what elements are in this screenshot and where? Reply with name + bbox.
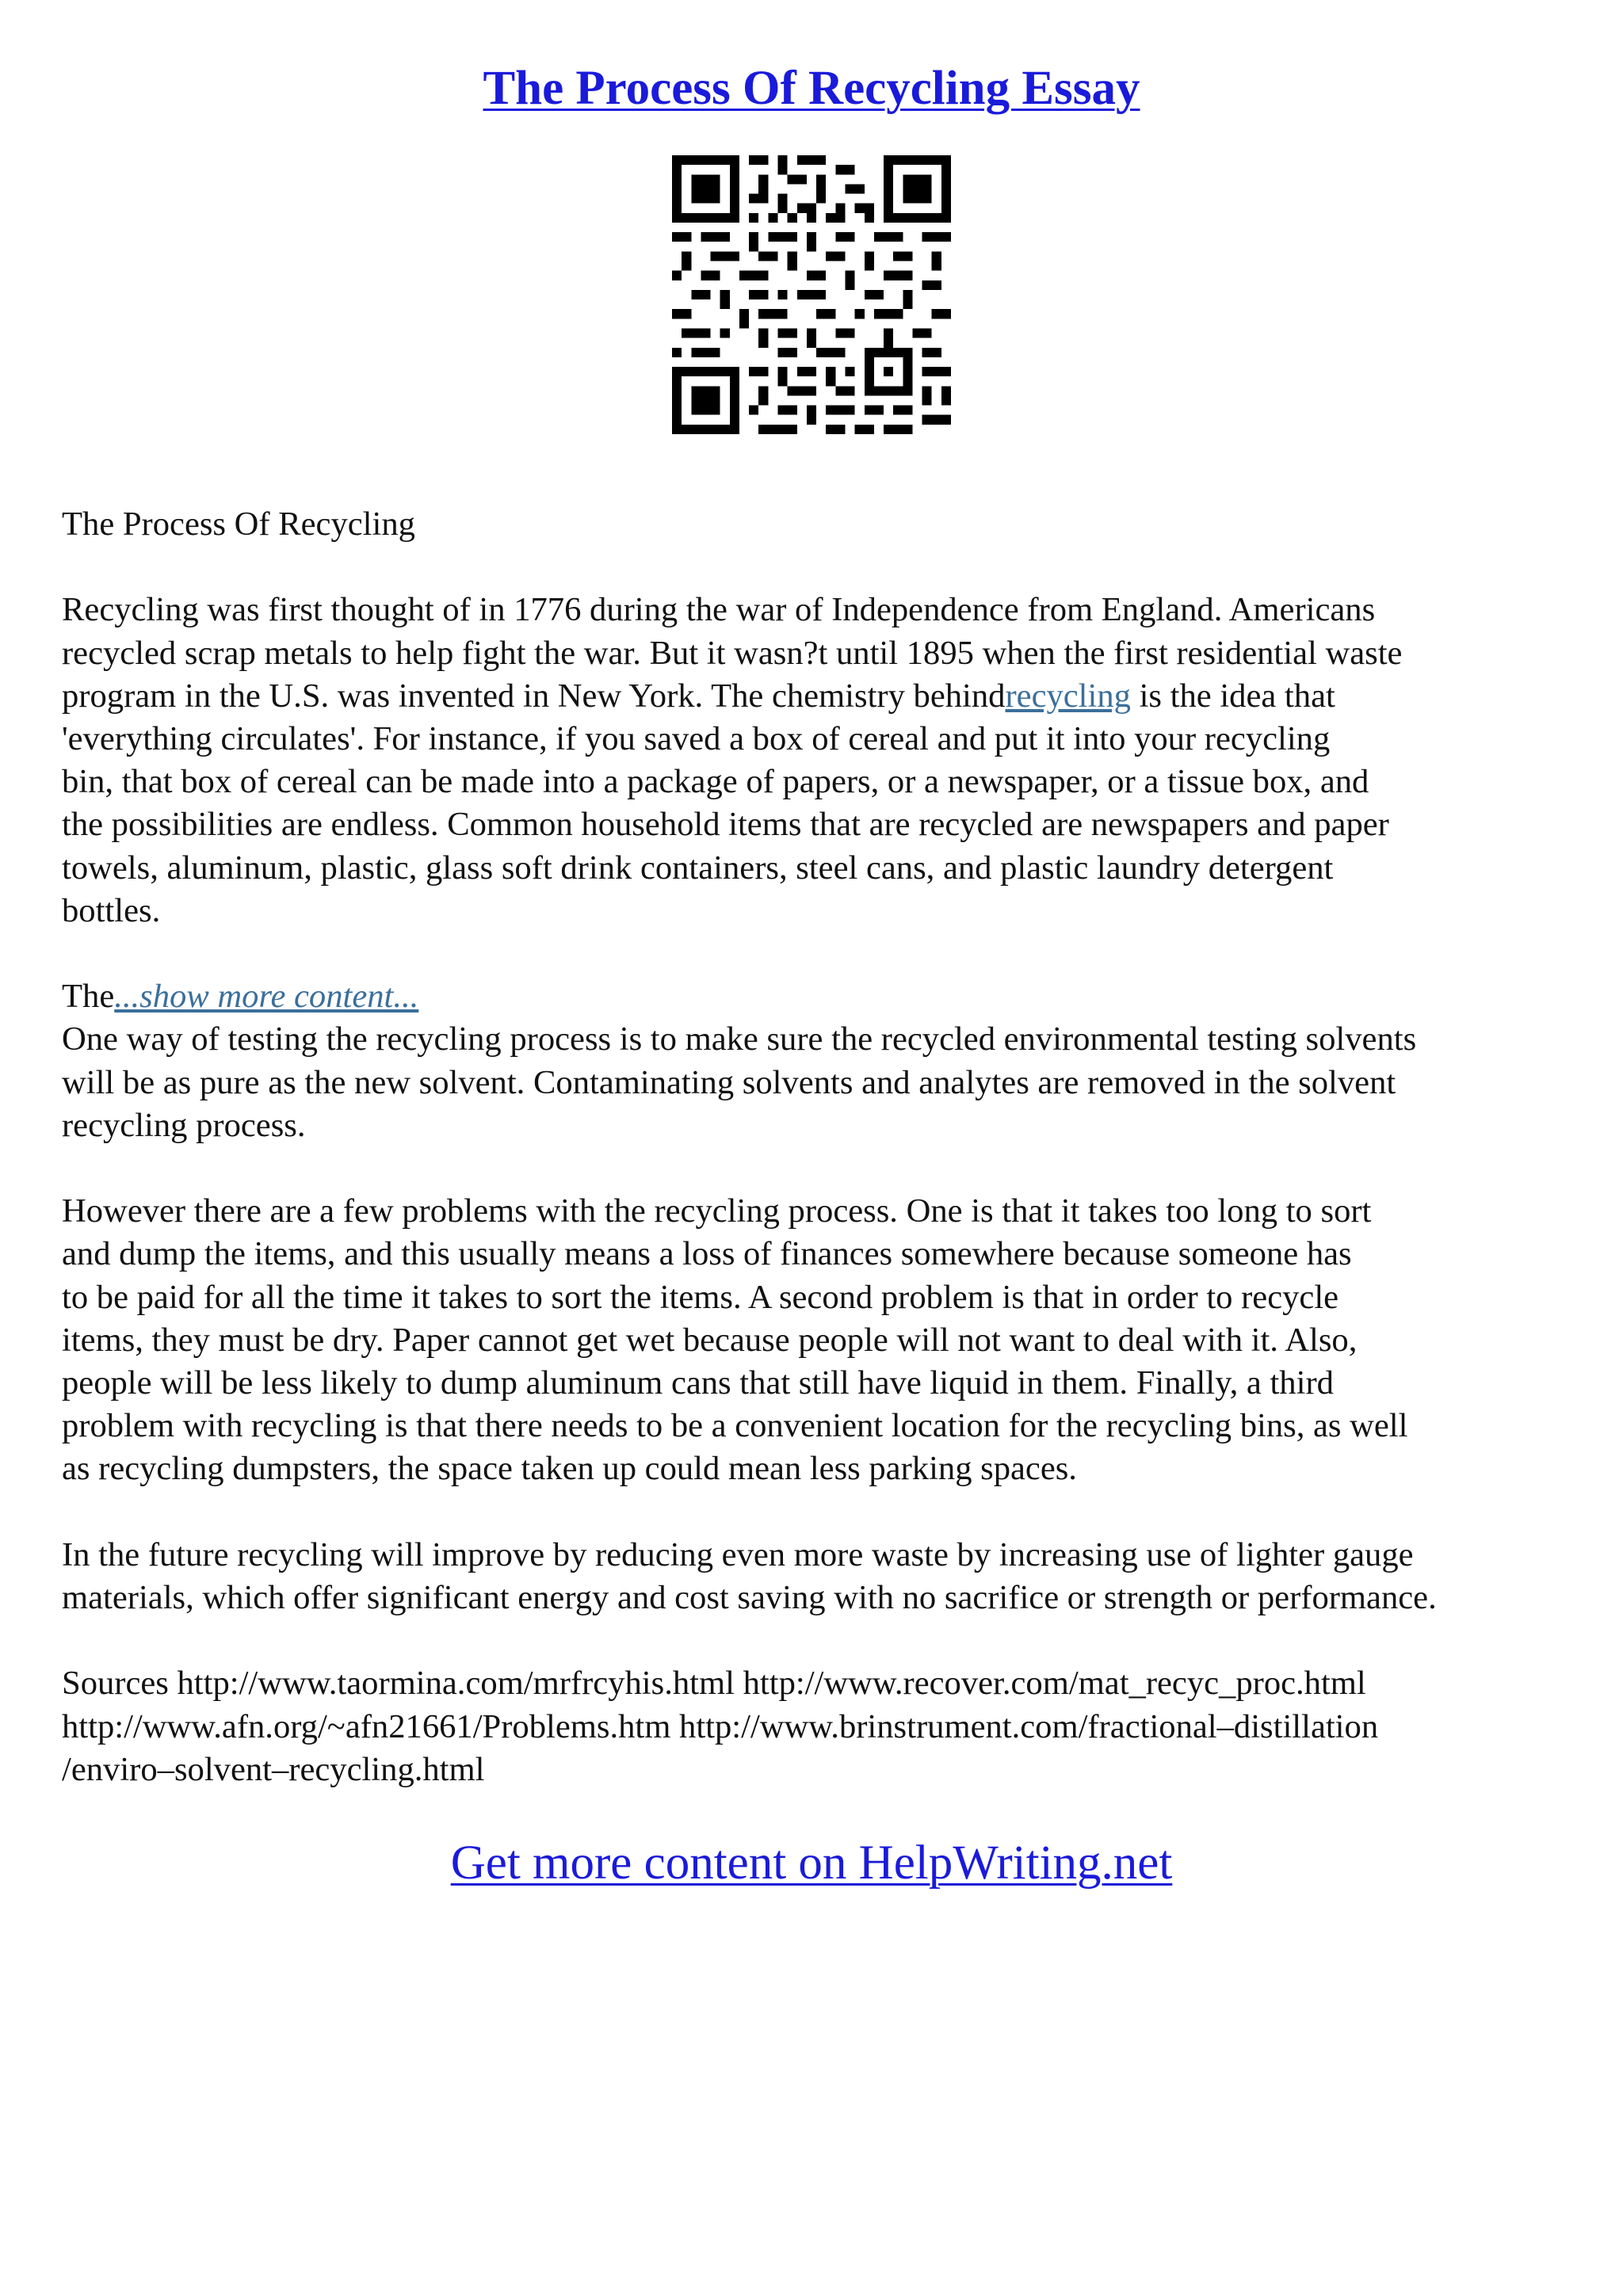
subtitle-text: The Process Of Recycling: [62, 505, 415, 543]
text-line: to be paid for all the time it takes to sort the items. A second problem is that in order to recycle: [62, 1278, 1339, 1316]
text-line: the possibilities are endless. Common household items that are recycled are newspapers and paper: [62, 806, 1389, 844]
text-line: One way of testing the recycling process is to make sure the recycled environmental testing solvents: [62, 1020, 1417, 1058]
text-line: items, they must be dry. Paper cannot get wet because people will not want to deal with it. Also,: [62, 1321, 1358, 1359]
paragraph-sources: [62, 1662, 1575, 1791]
footer-promo: [0, 1832, 1623, 1895]
text-line: recycling process.: [62, 1106, 306, 1144]
text-line: Sources http://www.taormina.com/mrfrcyhis.html http://www.recover.com/mat_recyc_proc.html: [62, 1665, 1366, 1703]
paragraph-testing: [62, 975, 1575, 1147]
text-line: and dump the items, and this usually means a loss of finances somewhere because someone has: [62, 1235, 1352, 1273]
text-line: /enviro–solvent–recycling.html: [62, 1750, 485, 1788]
text-fragment: The: [62, 978, 115, 1016]
text-line: http://www.afn.org/~afn21661/Problems.htm http://www.brinstrument.com/fractional–distillation: [62, 1707, 1379, 1745]
recycling-link[interactable]: recycling: [1005, 677, 1131, 715]
paragraph-problems: [62, 1190, 1575, 1490]
title-link[interactable]: The Process Of Recycling Essay: [483, 62, 1140, 115]
text-line: However there are a few problems with the recycling process. One is that it takes too long to sort: [62, 1192, 1372, 1230]
essay-body: [62, 503, 1575, 1834]
text-line: as recycling dumpsters, the space taken up could mean less parking spaces.: [62, 1450, 1077, 1488]
page-title: [0, 57, 1623, 120]
text-line-show-more: [62, 975, 1575, 1018]
helpwriting-link[interactable]: Get more content on HelpWriting.net: [450, 1836, 1173, 1890]
text-line: towels, aluminum, plastic, glass soft drink containers, steel cans, and plastic laundry detergent: [62, 849, 1334, 887]
text-line: problem with recycling is that there needs to be a convenient location for the recycling bins, as well: [62, 1407, 1408, 1445]
qr-code-icon: [672, 155, 951, 434]
text-line: will be as pure as the new solvent. Contaminating solvents and analytes are removed in the solvent: [62, 1063, 1396, 1101]
text-line: 'everything circulates'. For instance, if you saved a box of cereal and put it into your recycling: [62, 720, 1331, 757]
text-line: Recycling was first thought of in 1776 during the war of Independence from England. Americans: [62, 591, 1376, 629]
text-line-with-link: [62, 675, 1575, 718]
text-line: bin, that box of cereal can be made into a package of papers, or a newspaper, or a tissue box, and: [62, 763, 1369, 801]
paragraph-history: [62, 589, 1575, 933]
paragraph-future: [62, 1534, 1575, 1619]
text-line: recycled scrap metals to help fight the war. But it wasn?t until 1895 when the first residential waste: [62, 634, 1403, 672]
essay-subtitle: [62, 503, 1575, 546]
show-more-link[interactable]: ...show more content...: [114, 978, 419, 1016]
text-line: In the future recycling will improve by reducing even more waste by increasing use of lighter gauge: [62, 1535, 1414, 1573]
text-line: people will be less likely to dump aluminum cans that still have liquid in them. Finally, a third: [62, 1364, 1334, 1402]
text-fragment: program in the U.S. was invented in New York. The chemistry behind: [62, 677, 1006, 715]
text-line: bottles.: [62, 891, 161, 929]
text-line: materials, which offer significant energy and cost saving with no sacrifice or strength or performance.: [62, 1579, 1437, 1617]
text-fragment: is the idea that: [1130, 677, 1335, 715]
